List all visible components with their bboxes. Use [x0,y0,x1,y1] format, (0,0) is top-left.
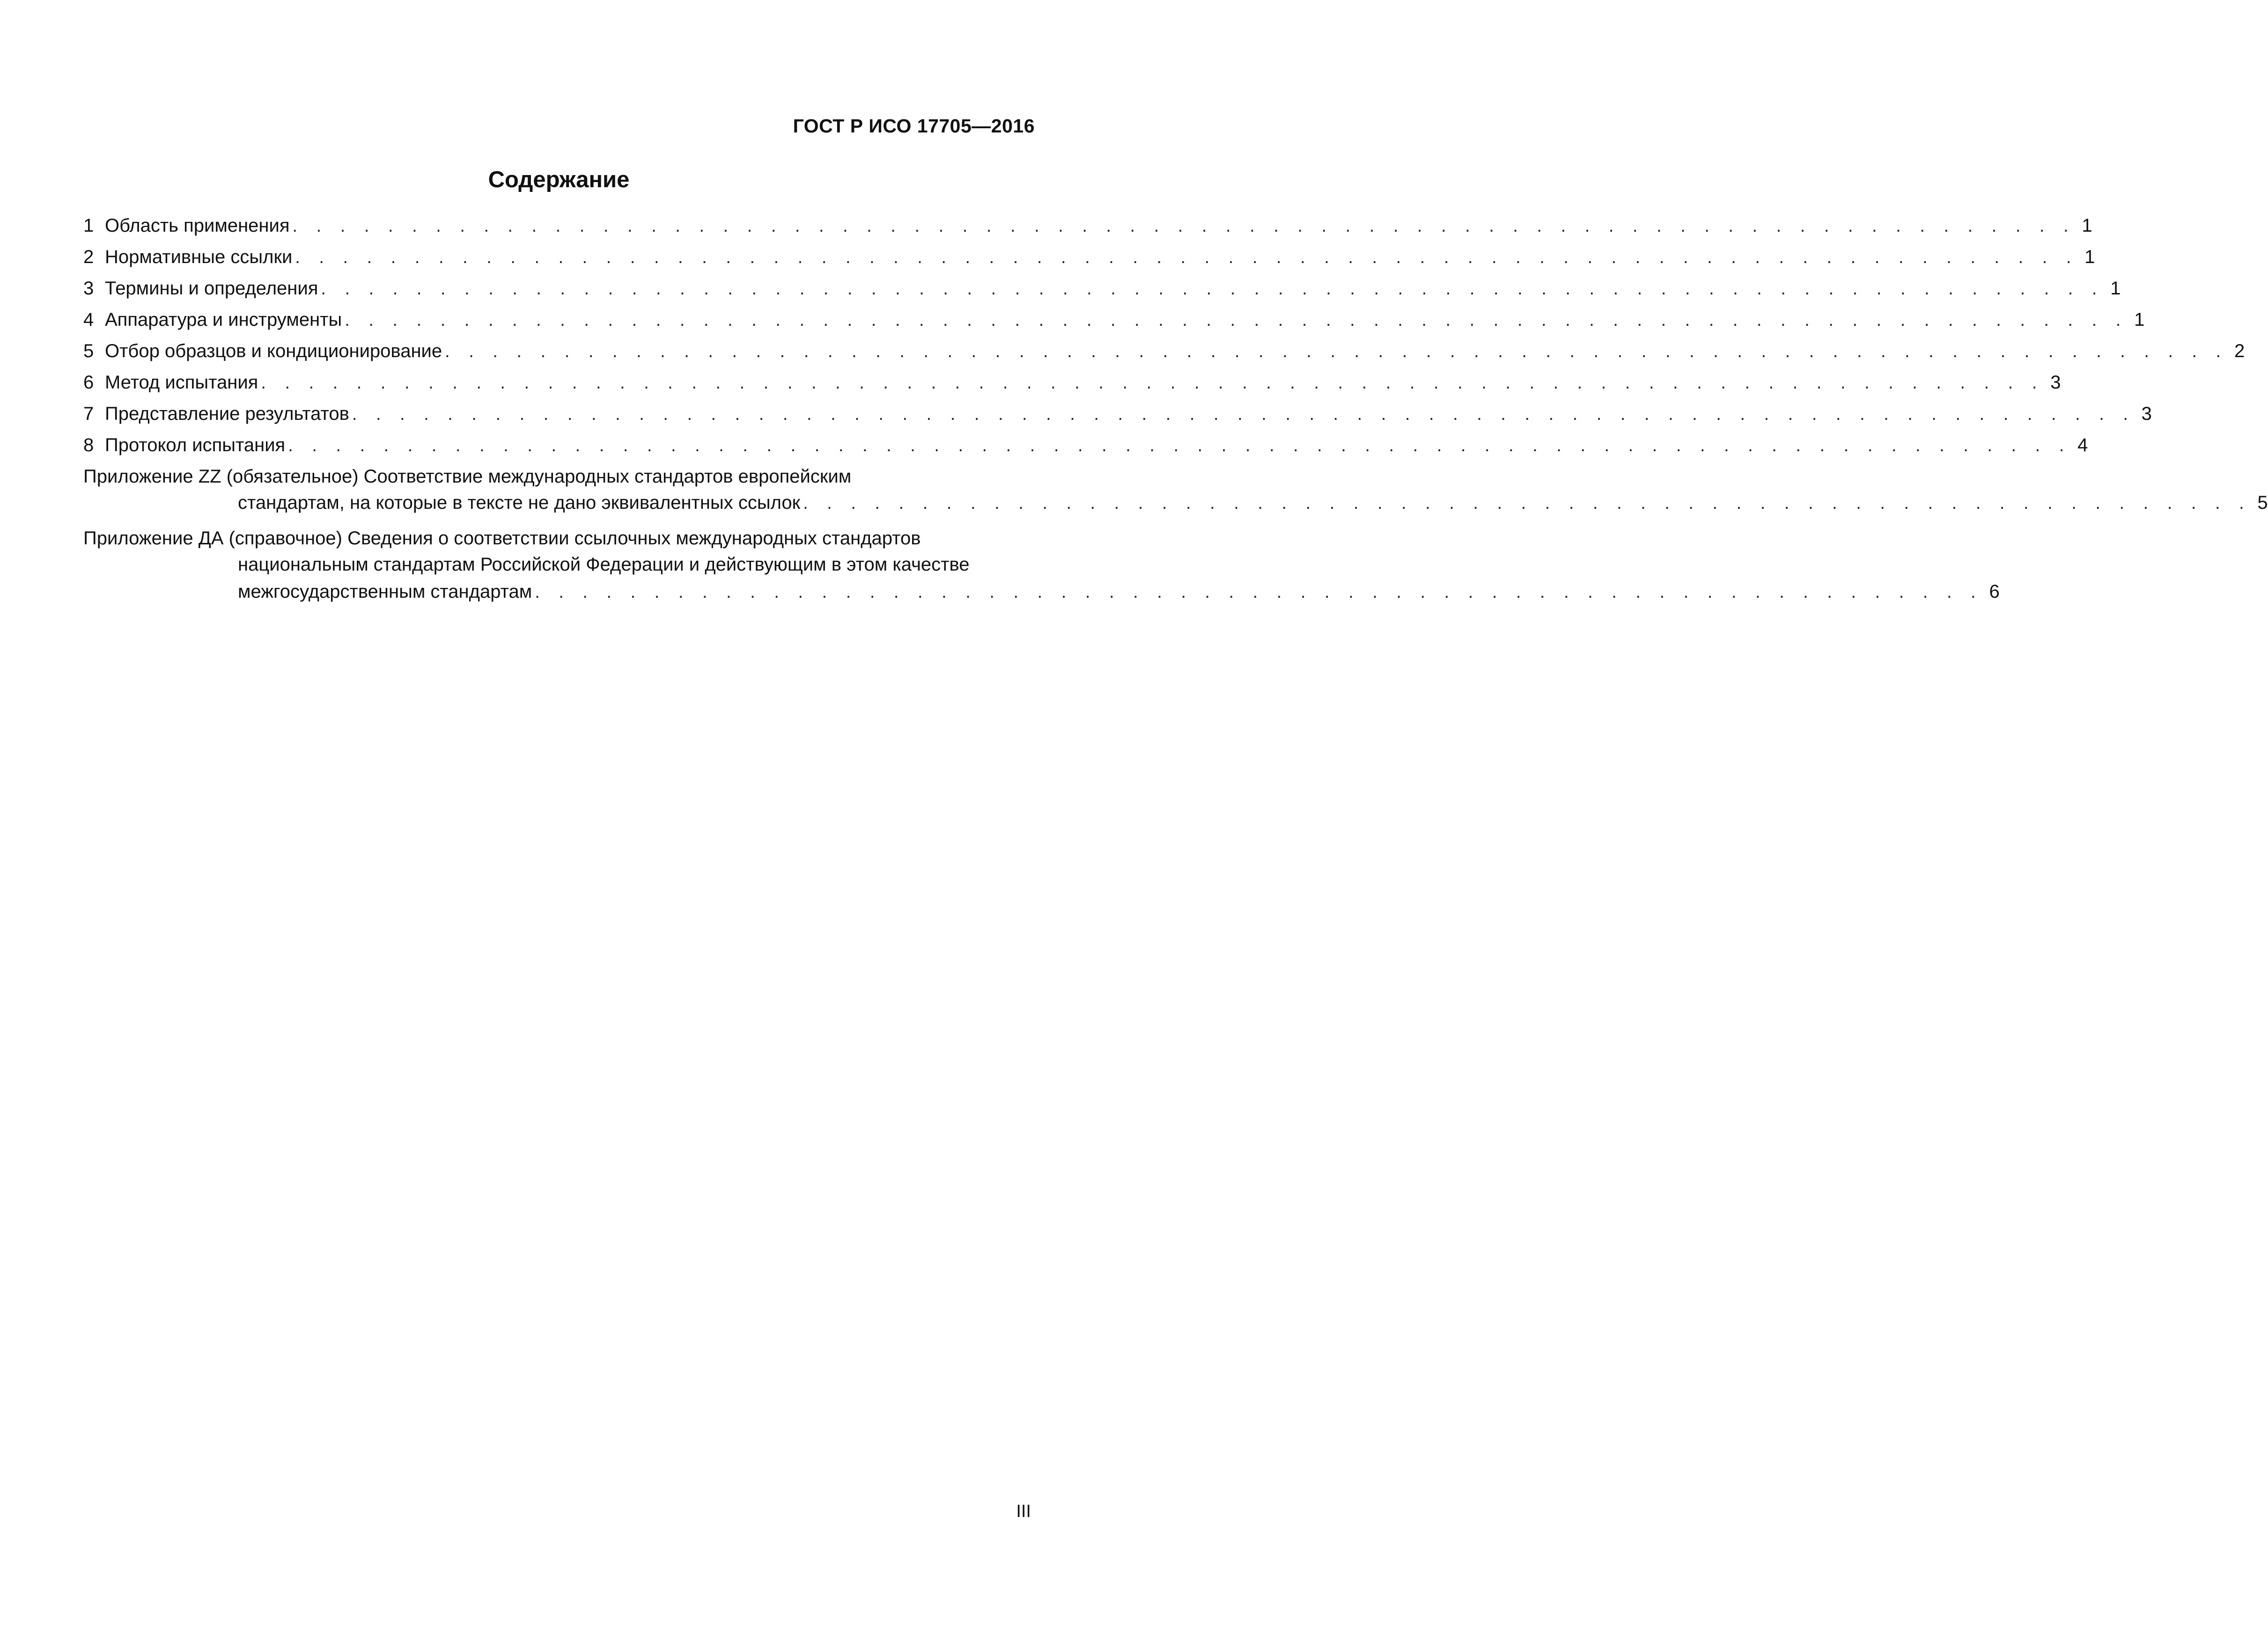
toc-item-number: 6 [83,372,94,393]
toc-item [83,341,2245,367]
toc-item-number: 2 [83,247,94,267]
toc-annex-heading: Приложение ZZ (обязательное) Соответствие международных стандартов европейским [83,466,852,487]
toc-item-number: 8 [83,435,94,455]
toc-annex-page: 6 [1989,581,2000,602]
dot-leader: . . . . . . . . . . . . . . . . . . . . . . . . . . . . . . . . . . . . . . . . . . . . . . . . . . . . . . . . . . . . . . . . . . . . . . . . . . . [345,310,2128,330]
toc-item-number: 7 [83,403,94,424]
dot-leader: . . . . . . . . . . . . . . . . . . . . . . . . . . . . . . . . . . . . . . . . . . . . . . . . . . . . . . . . . . . . . . . . . . . . . . . . . . . [321,279,2104,299]
dot-leader: . . . . . . . . . . . . . . . . . . . . . . . . . . . . . . . . . . . . . . . . . . . . . . . . . . . . . . . . . . . . . . . . . . . . . . . . . . . [292,216,2076,236]
toc-item-label: Отбор образцов и кондиционирование [105,341,442,361]
toc-item-number: 5 [83,341,94,361]
dot-leader: . . . . . . . . . . . . . . . . . . . . . . . . . . . . . . . . . . . . . . . . . . . . . . . . . . . . . . . . . . . . . . . . . . . . . . . . . . . [445,342,2228,361]
toc-item [83,372,2061,398]
toc-annex [83,466,2268,520]
toc-item-label: Термины и определения [105,278,318,299]
toc-item-label: Нормативные ссылки [105,247,293,267]
toc-item-page: 1 [2084,247,2095,267]
toc-item-page: 1 [2082,215,2092,236]
toc-annex [83,528,2000,608]
toc-item-label: Аппаратура и инструменты [105,309,342,330]
toc-item [83,403,2152,430]
toc-item-label: Протокол испытания [105,435,286,455]
toc-annex-line: национальным стандартам Российской Федерации и действующим в этом качестве [238,554,970,575]
toc-item-label: Область применения [105,215,290,236]
page-number: III [1016,1502,1031,1521]
toc-item-page: 3 [2141,403,2152,424]
dot-leader: . . . . . . . . . . . . . . . . . . . . . . . . . . . . . . . . . . . . . . . . . . . . . . . . . . . . . . . . . . . . . [535,582,1983,602]
toc-annex-line: стандартам, на которые в тексте не дано эквивалентных ссылок [238,492,801,513]
toc-item-page: 1 [2110,278,2121,299]
toc-annex-line: межгосударственным стандартам [238,581,532,602]
dot-leader: . . . . . . . . . . . . . . . . . . . . . . . . . . . . . . . . . . . . . . . . . . . . . . . . . . . . . . . . . . . . . . . . . . . . . . . . . . . [261,373,2044,393]
toc-title: Содержание [488,167,630,192]
toc-item-label: Представление результатов [105,403,349,424]
toc-item-page: 2 [2234,341,2245,361]
toc-item [83,435,2088,461]
toc-item-number: 1 [83,215,94,236]
toc-annex-page: 5 [2257,492,2268,513]
toc-item [83,215,2092,242]
toc-annex-heading: Приложение ДА (справочное) Сведения о соответствии ссылочных международных стандартов [83,528,921,549]
toc-item [83,309,2145,336]
dot-leader: . . . . . . . . . . . . . . . . . . . . . . . . . . . . . . . . . . . . . . . . . . . . . . . . . . . . . . . . . . . . . . . . . . . . . . . . . . . [288,436,2071,455]
toc-item-label: Метод испытания [105,372,258,393]
toc-item-page: 4 [2077,435,2088,455]
toc-item-number: 3 [83,278,94,299]
document-code: ГОСТ Р ИСО 17705—2016 [793,115,1035,137]
table-of-contents [83,215,2268,617]
toc-item [83,278,2121,304]
dot-leader: . . . . . . . . . . . . . . . . . . . . . . . . . . . . . . . . . . . . . . . . . . . . . . . . . . . . . . . . . . . . . . . . . . . . . . . . . . . [352,404,2135,424]
dot-leader: . . . . . . . . . . . . . . . . . . . . . . . . . . . . . . . . . . . . . . . . . . . . . . . . . . . . . . . . . . . . . . . . . . . . . . . . . . . [295,248,2078,267]
toc-item-number: 4 [83,309,94,330]
toc-item-page: 1 [2134,309,2145,330]
dot-leader: . . . . . . . . . . . . . . . . . . . . . . . . . . . . . . . . . . . . . . . . . . . . . . . . . . . . . . . . . . . . . [803,493,2251,513]
toc-item [83,247,2095,273]
toc-item-page: 3 [2050,372,2061,393]
